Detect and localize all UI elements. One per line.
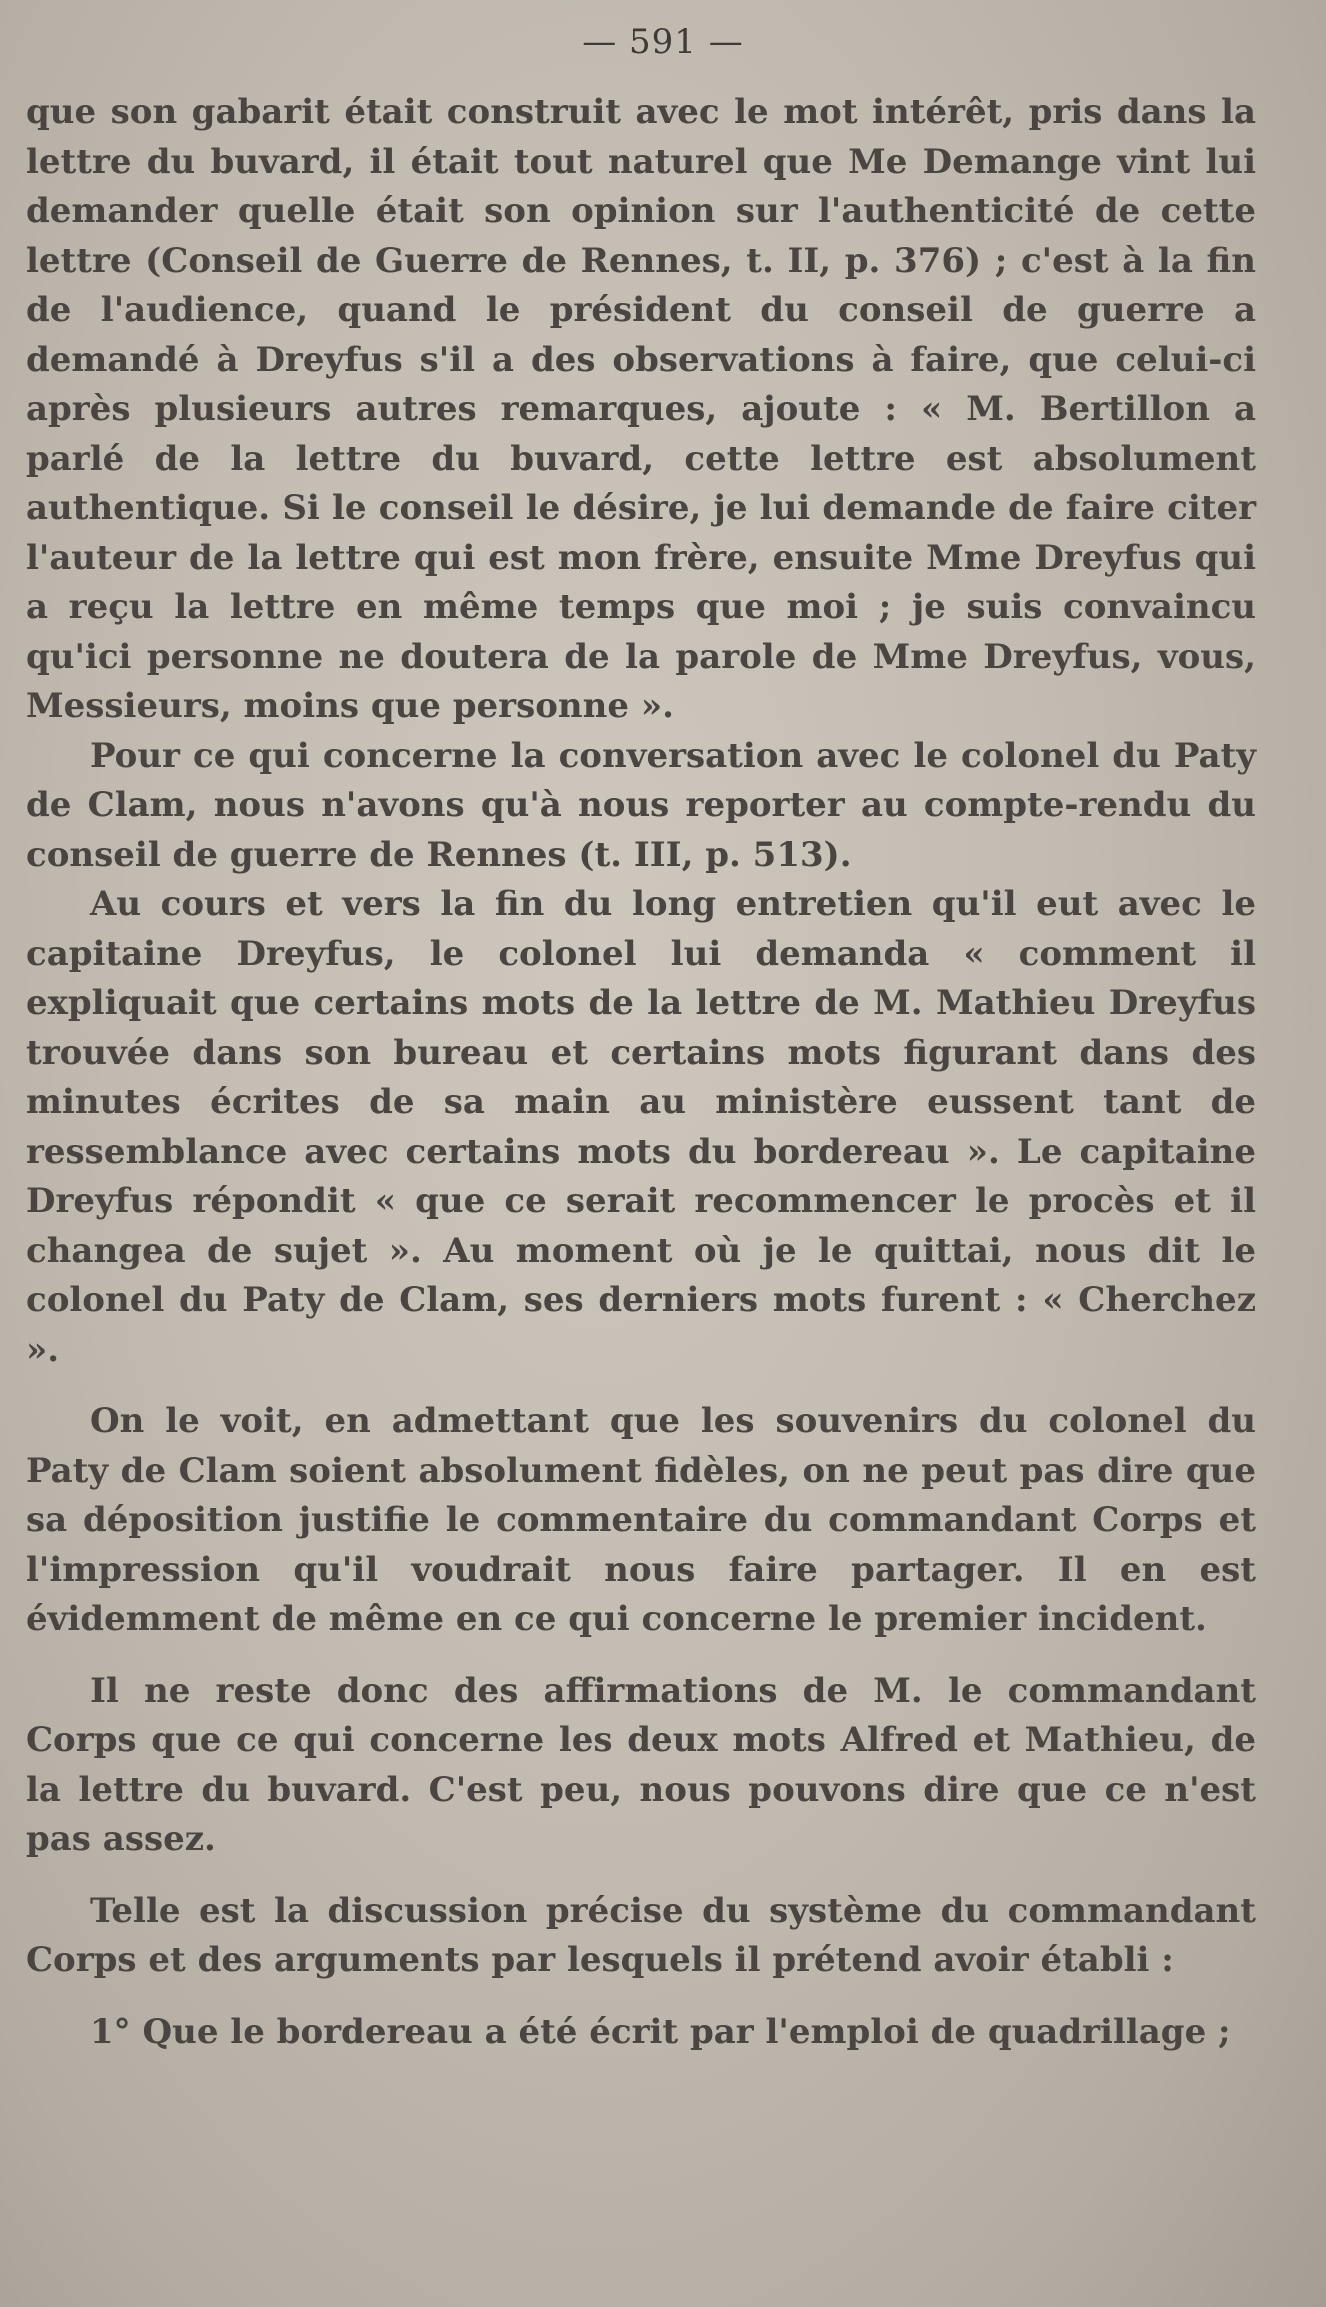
paragraph-6: Telle est la discussion précise du système du commandant Corps et des arguments par lesquels il prétend avoir établi :	[26, 1890, 1256, 1980]
page-body	[26, 88, 1256, 2057]
paragraph-5: Il ne reste donc des affirmations de M. le commandant Corps que ce qui concerne les deux mots Alfred et Mathieu, de la lettre du buvard. C'est peu, nous pouvons dire que ce n'est pas assez.	[26, 1670, 1256, 1859]
paragraph-4: On le voit, en admettant que les souvenirs du colonel du Paty de Clam soient absolument fidèles, on ne peut pas dire que sa déposition justifie le commentaire du commandant Corps et l'impression qu'il voudrait nous faire partager. Il en est évidemment de même en ce qui concerne le premier incident.	[26, 1401, 1256, 1639]
paragraph-3: Au cours et vers la fin du long entretien qu'il eut avec le capitaine Dreyfus, le colonel lui demanda « comment il expliquait que certains mots de la lettre de M. Mathieu Dreyfus trouvée dans son bureau et certains mots figurant dans des minutes écrites de sa main au ministère eussent tant de ressemblance avec certains mots du bordereau ». Le capitaine Dreyfus répondit « que ce serait recommencer le procès et il changea de sujet ». Au moment où je le quittai, nous dit le colonel du Paty de Clam, ses derniers mots furent : « Cherchez ».	[26, 884, 1256, 1370]
paragraph-2: Pour ce qui concerne la conversation avec le colonel du Paty de Clam, nous n'avons qu'à nous reporter au compte-rendu du conseil de guerre de Rennes (t. III, p. 513).	[26, 735, 1256, 875]
paragraph-7: 1° Que le bordereau a été écrit par l'emploi de quadrillage ;	[90, 2011, 1231, 2052]
page-number: — 591 —	[582, 22, 744, 62]
paragraph-1: que son gabarit était construit avec le mot intérêt, pris dans la lettre du buvard, il était tout naturel que Me Demange vint lui demander quelle était son opinion sur l'authenticité de cette lettre (Conseil de Guerre de Rennes, t. II, p. 376) ; c'est à la fin de l'audience, quand le président du conseil de guerre a demandé à Dreyfus s'il a des observations à faire, que celui-ci après plusieurs autres remarques, ajoute : « M. Bertillon a parlé de la lettre du buvard, cette lettre est absolument authentique. Si le conseil le désire, je lui demande de faire citer l'auteur de la lettre qui est mon frère, ensuite Mme Dreyfus qui a reçu la lettre en même temps que moi ; je suis convaincu qu'ici personne ne doutera de la parole de Mme Dreyfus, vous, Messieurs, moins que personne ».	[26, 92, 1256, 726]
